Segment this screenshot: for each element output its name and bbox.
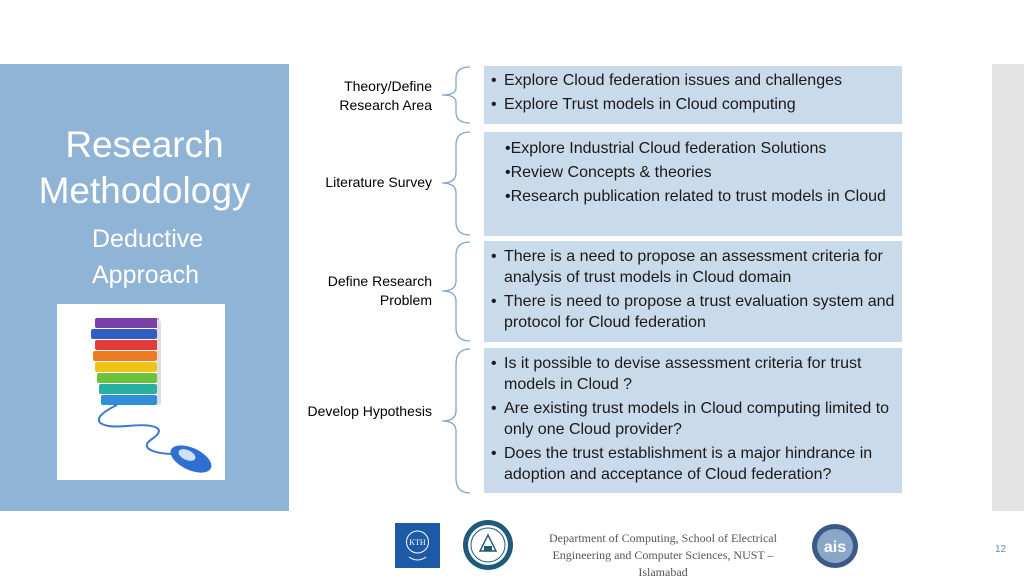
stage-box-problem — [484, 241, 902, 342]
list-item: • Explore Cloud federation issues and challenges — [490, 70, 896, 91]
stage-box-literature — [484, 132, 902, 236]
brace-icon — [436, 66, 476, 124]
right-decor-strip — [992, 64, 1024, 511]
list-item: • Does the trust establishment is a major hindrance in adoption and acceptance of Cloud federation? — [490, 443, 896, 485]
slide-subtitle: Deductive Approach — [92, 225, 204, 289]
nust-seal-logo — [462, 519, 514, 571]
books-mouse-image — [57, 304, 225, 480]
ais-logo-text: ais — [823, 539, 847, 556]
kth-logo — [395, 523, 440, 568]
title-panel — [0, 64, 289, 511]
stage-label-hypothesis: Develop Hypothesis — [307, 403, 432, 419]
stage-label-problem: Define Research Problem — [327, 273, 432, 308]
list-item: •Explore Industrial Cloud federation Solutions — [505, 140, 827, 157]
stage-label-literature: Literature Survey — [325, 174, 432, 190]
kth-logo-text: KTH — [409, 538, 426, 547]
list-item: • Is it possible to devise assessment criteria for trust models in Cloud ? — [490, 353, 896, 395]
brace-icon — [436, 241, 476, 342]
stage-label-theory: Theory/Define Research Area — [339, 78, 432, 113]
list-item: •Research publication related to trust models in Cloud — [505, 188, 886, 205]
footer-department: Department of Computing, School of Electrical Engineering and Computer Sciences, NUST – Islamabad — [549, 531, 777, 579]
list-item: • Explore Trust models in Cloud computing — [490, 94, 896, 115]
brace-icon — [436, 348, 476, 494]
stage-box-theory — [484, 66, 902, 124]
slide-title: Research Methodology — [38, 124, 251, 211]
brace-icon — [436, 131, 476, 236]
list-item: • Are existing trust models in Cloud computing limited to only one Cloud provider? — [490, 398, 896, 440]
page-number: 12 — [995, 544, 1007, 555]
stage-box-hypothesis — [484, 348, 902, 493]
ais-logo — [811, 523, 859, 569]
list-item: • There is need to propose a trust evaluation system and protocol for Cloud federation — [490, 291, 896, 333]
list-item: •Review Concepts & theories — [505, 164, 712, 181]
list-item: • There is a need to propose an assessment criteria for analysis of trust models in Cloud domain — [490, 246, 896, 288]
